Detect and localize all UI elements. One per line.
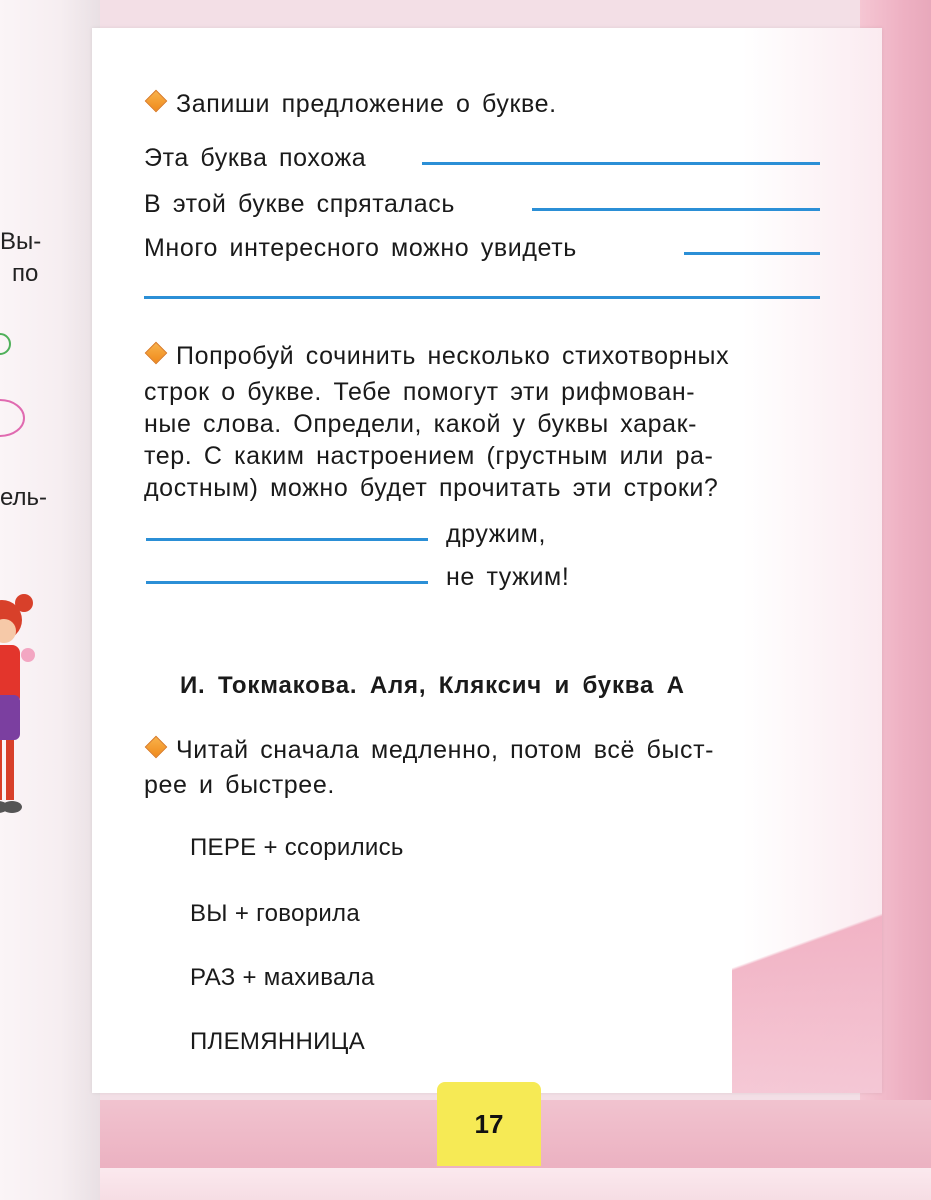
- left-page-decoration: [0, 330, 30, 440]
- answer-line[interactable]: [684, 252, 820, 255]
- task-3-line-2: рее и быстрее.: [144, 771, 335, 799]
- orange-diamond-icon: [145, 342, 168, 365]
- word-item: ВЫ + говорила: [190, 900, 361, 927]
- left-page-fragment: ель-: [0, 484, 48, 511]
- rhyme-1: дружим,: [446, 520, 547, 548]
- answer-line[interactable]: [422, 162, 820, 165]
- left-page-edge: [0, 0, 100, 1200]
- word-item: РАЗ + махивала: [190, 964, 375, 991]
- task-2-line-2: строк о букве. Тебе помогут эти рифмован-: [144, 378, 696, 406]
- task-1-line-3: Много интересного можно увидеть: [144, 234, 577, 262]
- task-2-line-1: Попробуй сочинить несколько стихотворных: [148, 344, 729, 369]
- workbook-page: [92, 28, 882, 1093]
- left-page-fragment: по: [12, 260, 39, 287]
- page-decoration-corner: [732, 848, 882, 1093]
- answer-line[interactable]: [146, 538, 428, 541]
- task-3-line-1: Читай сначала медленно, потом всё быст-: [148, 738, 714, 763]
- rhyme-2: не тужим!: [446, 563, 570, 591]
- answer-line[interactable]: [532, 208, 820, 211]
- task-1-line-1: Эта буква похожа: [144, 144, 367, 172]
- task-2-line-4: тер. С каким настроением (грустным или ра-: [144, 442, 714, 470]
- section-heading: И. Токмакова. Аля, Кляксич и буква А: [180, 672, 685, 699]
- answer-line[interactable]: [144, 296, 820, 299]
- task-2-line-3: ные слова. Определи, какой у буквы харак-: [144, 410, 698, 438]
- orange-diamond-icon: [145, 736, 168, 759]
- page-number: 17: [437, 1082, 541, 1166]
- orange-diamond-icon: [145, 90, 168, 113]
- task-1-line-2: В этой букве спряталась: [144, 190, 455, 218]
- task-1-title: Запиши предложение о букве.: [148, 92, 557, 117]
- bottom-page-edge: [0, 1168, 931, 1200]
- girl-illustration: [0, 585, 50, 825]
- task-2-line-5: достным) можно будет прочитать эти строки?: [144, 474, 719, 502]
- answer-line[interactable]: [146, 581, 428, 584]
- word-item: ПЛЕМЯННИЦА: [190, 1028, 366, 1055]
- word-item: ПЕРЕ + ссорились: [190, 834, 404, 861]
- left-page-fragment: Вы-: [0, 228, 42, 255]
